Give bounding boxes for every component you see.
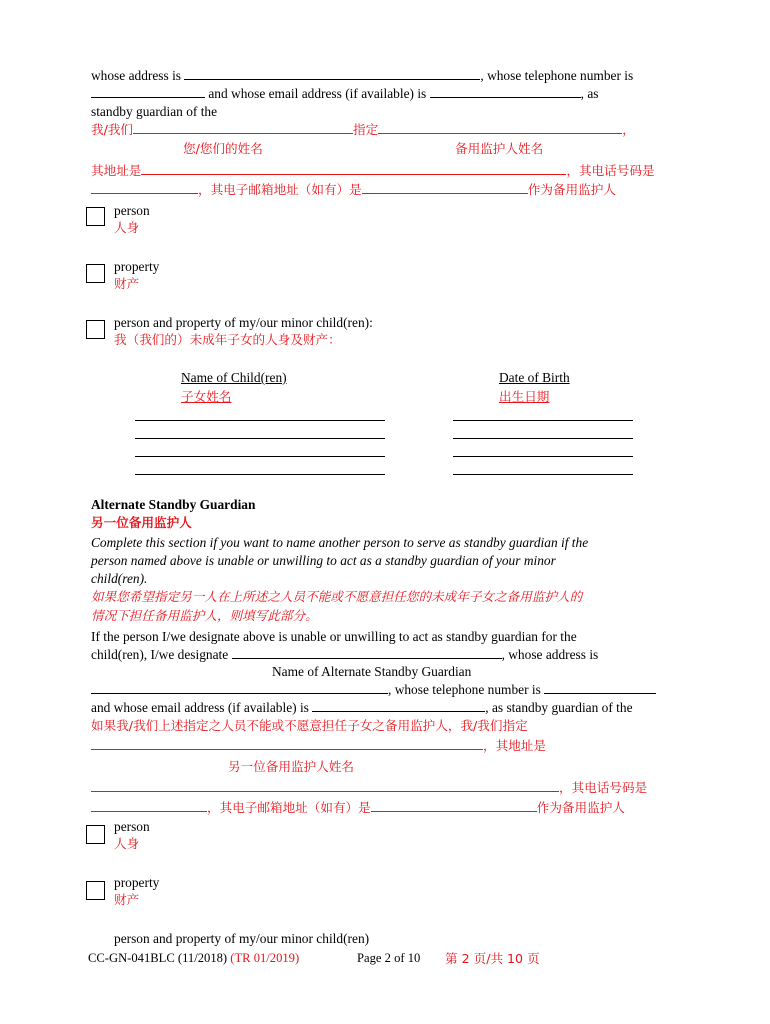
footer-form-id: CC-GN-041BLC (11/2018) (TR 01/2019) <box>88 951 300 965</box>
child-name-field-4[interactable] <box>135 474 385 475</box>
child-name-header-zh: 子女姓名 <box>181 389 232 404</box>
email-line: and whose email address (if available) is , as <box>91 85 598 102</box>
zh-email-field[interactable] <box>362 182 528 194</box>
zh-guardian-name-label: 备用监护人姓名 <box>455 141 544 156</box>
zh-alt-name-field[interactable] <box>91 738 483 750</box>
alternate-zh-1: 如果我/我们上述指定之人员不能或不愿意担任子女之备用监护人，我/我们指定 <box>91 718 528 733</box>
person-property-option: person and property of my/our minor child(ren): 我（我们的）未成年子女的人身及财产： <box>114 315 373 347</box>
zh-alt-address-field[interactable] <box>91 780 559 792</box>
alternate-zh-2: ，其地址是 <box>91 737 546 754</box>
alt-name-field[interactable] <box>232 647 502 659</box>
child-name-field-3[interactable] <box>135 456 385 457</box>
alternate-body-2: child(ren), I/we designate , whose address is <box>91 647 599 662</box>
address-field[interactable] <box>184 68 480 80</box>
alt-person-checkbox[interactable] <box>86 825 105 844</box>
property-checkbox[interactable] <box>86 264 105 283</box>
alt-address-field[interactable] <box>91 682 388 694</box>
person-checkbox[interactable] <box>86 207 105 226</box>
alternate-instructions-zh-2: 情况下担任备用监护人，则填写此部分。 <box>91 608 318 623</box>
footer-page-number-zh: 第 2 页/共 10 页 <box>445 951 540 966</box>
alternate-body-4: and whose email address (if available) is , as standby guardian of the <box>91 700 633 715</box>
dob-header: Date of Birth <box>499 370 570 385</box>
zh-alt-telephone-field[interactable] <box>91 800 207 812</box>
zh-email-line: ，其电子邮箱地址（如有）是 作为备用监护人 <box>91 181 616 198</box>
alternate-zh-3: ，其电话号码是 <box>91 779 647 796</box>
alt-telephone-field[interactable] <box>544 682 656 694</box>
alt-person-option: person 人身 <box>114 819 150 851</box>
property-option: property 财产 <box>114 259 160 291</box>
zh-your-name-field[interactable] <box>133 122 353 134</box>
zh-alt-name-label: 另一位备用监护人姓名 <box>228 759 354 774</box>
zh-guardian-name-field[interactable] <box>378 122 622 134</box>
person-option: person 人身 <box>114 203 150 235</box>
zh-address-field[interactable] <box>141 163 566 175</box>
address-line: whose address is , whose telephone number is <box>91 68 634 83</box>
alternate-instructions-2: person named above is unable or unwilling to act as a standby guardian of your minor <box>91 553 556 568</box>
dob-field-3[interactable] <box>453 456 633 457</box>
footer-page-number: Page 2 of 10 <box>357 951 421 965</box>
alt-name-label: Name of Alternate Standby Guardian <box>272 664 472 679</box>
child-name-header: Name of Child(ren) <box>181 370 287 385</box>
dob-field-2[interactable] <box>453 438 633 439</box>
alternate-heading: Alternate Standby Guardian <box>91 497 256 512</box>
zh-your-name-label: 您/您们的姓名 <box>183 141 263 156</box>
alt-email-field[interactable] <box>312 700 485 712</box>
telephone-field[interactable] <box>91 86 205 98</box>
email-field[interactable] <box>430 86 581 98</box>
standby-line: standby guardian of the <box>91 104 218 119</box>
dob-field-4[interactable] <box>453 474 633 475</box>
zh-telephone-field[interactable] <box>91 182 198 194</box>
child-name-field-2[interactable] <box>135 438 385 439</box>
alt-person-property-option: person and property of my/our minor child(ren) <box>114 931 370 946</box>
zh-designate-line: 我/我们 指定 ， <box>91 122 635 137</box>
alternate-body-3: , whose telephone number is <box>91 681 656 698</box>
alternate-body-1: If the person I/we designate above is unable or unwilling to act as standby guardian for the <box>91 629 577 644</box>
zh-alt-email-field[interactable] <box>371 800 537 812</box>
alternate-instructions-1: Complete this section if you want to name another person to serve as standby guardian if the <box>91 535 589 550</box>
alternate-heading-zh: 另一位备用监护人 <box>91 515 192 530</box>
alt-property-option: property 财产 <box>114 875 160 907</box>
person-property-checkbox[interactable] <box>86 320 105 339</box>
child-name-field-1[interactable] <box>135 420 385 421</box>
dob-header-zh: 出生日期 <box>499 389 550 404</box>
alternate-instructions-zh-1: 如果您希望指定另一人在上所述之人员不能或不愿意担任您的未成年子女之备用监护人的 <box>91 589 583 604</box>
alt-property-checkbox[interactable] <box>86 881 105 900</box>
dob-field-1[interactable] <box>453 420 633 421</box>
alternate-instructions-3: child(ren). <box>91 571 148 586</box>
alternate-zh-4: ，其电子邮箱地址（如有）是 作为备用监护人 <box>91 799 625 816</box>
zh-address-line: 其地址是 ，其电话号码是 <box>91 163 655 178</box>
